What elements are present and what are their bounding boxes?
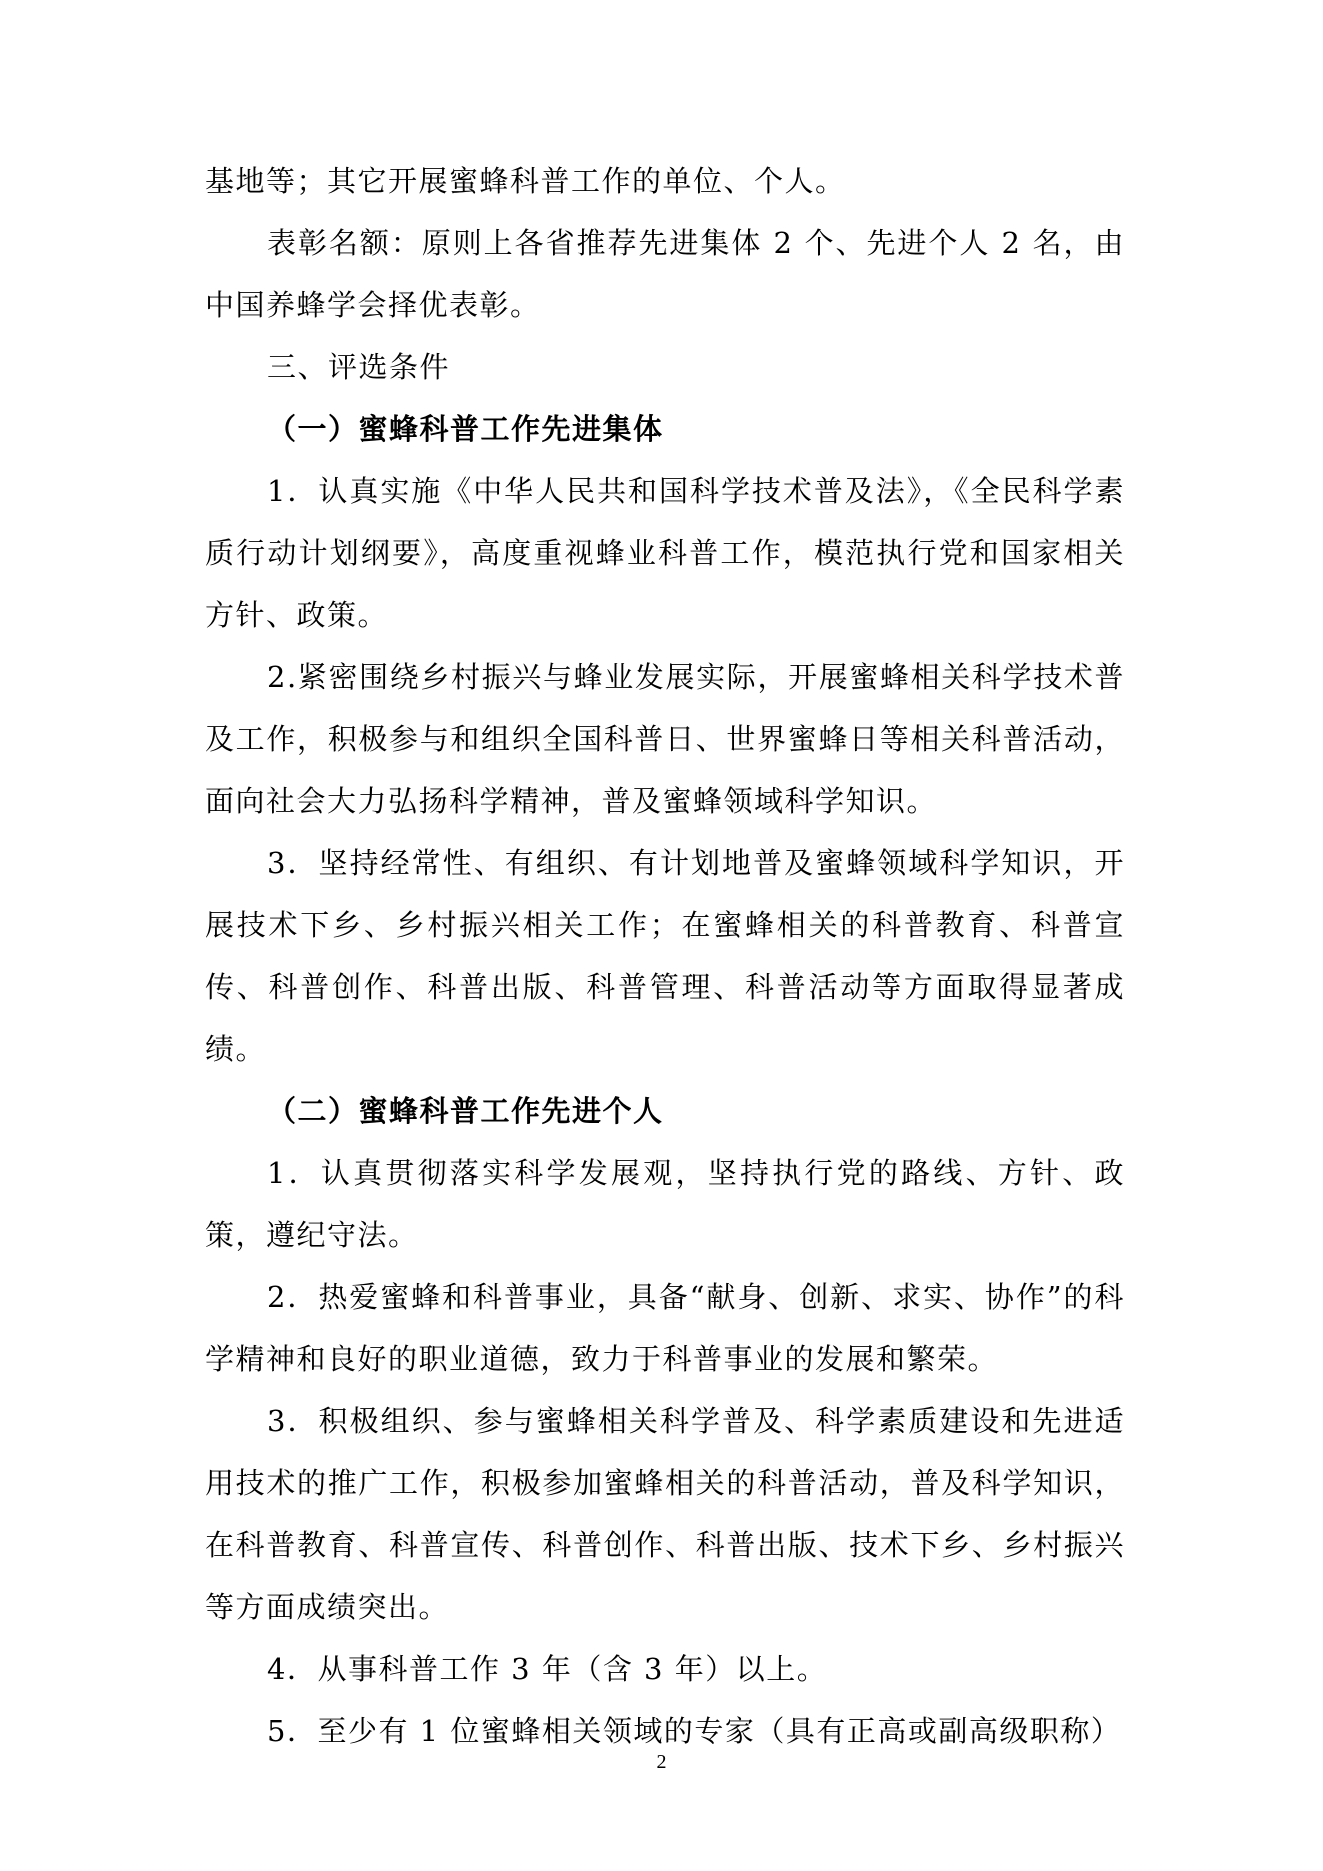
individual-criterion-1: 1．认真贯彻落实科学发展观，坚持执行党的路线、方针、政策，遵纪守法。 [205,1156,1125,1252]
section-heading-criteria: 三、评选条件 [267,350,451,384]
document-body [205,150,1125,1762]
subheading-advanced-individual: （二）蜜蜂科普工作先进个人 [267,1094,664,1128]
subheading-advanced-collective: （一）蜜蜂科普工作先进集体 [267,412,664,446]
page-number: 2 [656,1751,667,1773]
collective-criterion-2: 2.紧密围绕乡村振兴与蜂业发展实际，开展蜜蜂相关科学技术普及工作，积极参与和组织全国科普日、世界蜜蜂日等相关科普活动，面向社会大力弘扬科学精神，普及蜜蜂领域科学知识。 [205,660,1125,818]
individual-criterion-4: 4．从事科普工作 3 年（含 3 年）以上。 [267,1652,828,1686]
collective-criterion-1: 1．认真实施《中华人民共和国科学技术普及法》，《全民科学素质行动计划纲要》，高度重视蜂业科普工作，模范执行党和国家相关方针、政策。 [205,474,1125,632]
paragraph-base-units: 基地等；其它开展蜜蜂科普工作的单位、个人。 [205,164,846,198]
individual-criterion-2: 2．热爱蜜蜂和科普事业，具备“献身、创新、求实、协作”的科学精神和良好的职业道德，致力于科普事业的发展和繁荣。 [205,1280,1125,1376]
paragraph-award-quota: 表彰名额：原则上各省推荐先进集体 2 个、先进个人 2 名，由中国养蜂学会择优表彰。 [205,226,1125,322]
individual-criterion-5: 5．至少有 1 位蜜蜂相关领域的专家（具有正高或副高级职称） [267,1714,1122,1748]
collective-criterion-3: 3．坚持经常性、有组织、有计划地普及蜜蜂领域科学知识，开展技术下乡、乡村振兴相关工作；在蜜蜂相关的科普教育、科普宣传、科普创作、科普出版、科普管理、科普活动等方面取得显著成绩。 [205,846,1125,1066]
individual-criterion-3: 3．积极组织、参与蜜蜂相关科学普及、科学素质建设和先进适用技术的推广工作，积极参加蜜蜂相关的科普活动，普及科学知识，在科普教育、科普宣传、科普创作、科普出版、技术下乡、乡村振兴等方面成绩突出。 [205,1404,1125,1624]
